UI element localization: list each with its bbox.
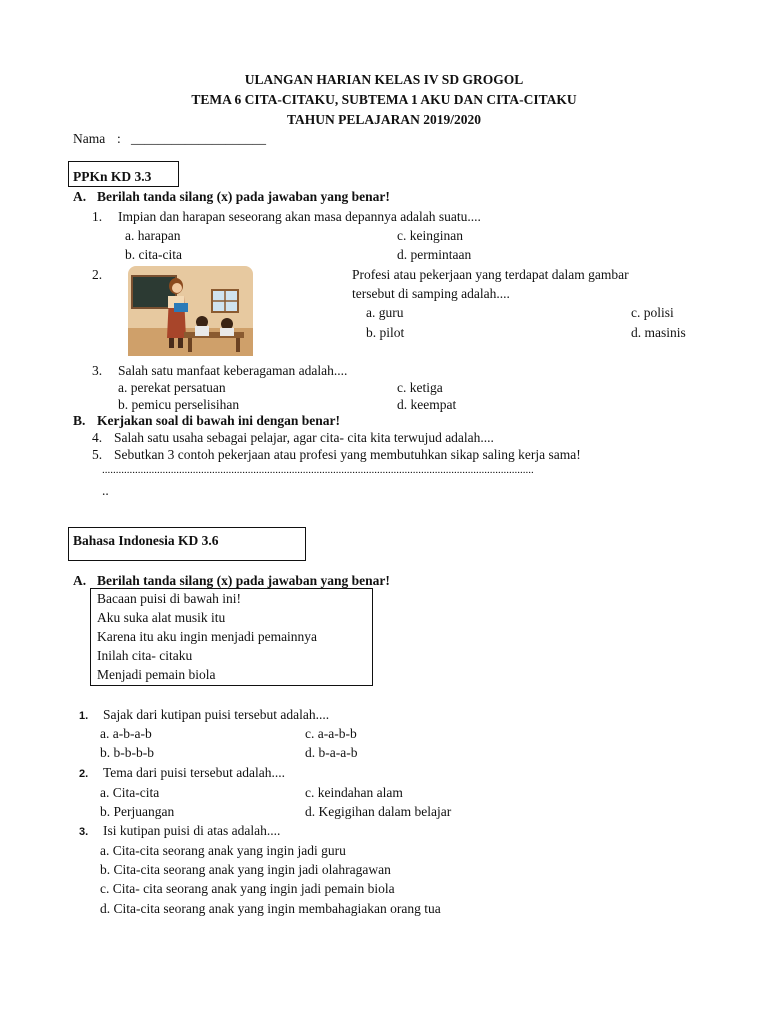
teacher-classroom-illustration: [128, 266, 253, 356]
ppkn-q1-option-a[interactable]: a. harapan: [125, 228, 181, 243]
bindo-q2-option-c[interactable]: c. keindahan alam: [305, 785, 403, 800]
answer-line-dots-end: ..: [102, 483, 109, 498]
ppkn-q2-text-1: Profesi atau pekerjaan yang terdapat dalam gambar: [352, 267, 629, 282]
ppkn-q3-text: Salah satu manfaat keberagaman adalah....: [118, 363, 348, 378]
ppkn-q1-option-c[interactable]: c. keinginan: [397, 228, 463, 243]
bindo-q3-text: Isi kutipan puisi di atas adalah....: [103, 823, 281, 838]
ppkn-q3-number: 3.: [92, 363, 103, 378]
bindo-q3-option-d[interactable]: d. Cita-cita seorang anak yang ingin membahagiakan orang tua: [100, 901, 441, 916]
bindo-q2-number: 2.: [79, 768, 89, 780]
bindo-q1-option-a[interactable]: a. a-b-a-b: [100, 726, 152, 741]
answer-line-dots[interactable]: .............................................................................................................................................................: [102, 464, 534, 476]
bindo-q1-option-d[interactable]: d. b-a-a-b: [305, 745, 358, 760]
ppkn-q5-text: Sebutkan 3 contoh pekerjaan atau profesi yang membutuhkan sikap saling kerja sama!: [114, 447, 581, 462]
ppkn-section-b-instruction: Kerjakan soal di bawah ini dengan benar!: [97, 413, 341, 428]
ppkn-q2-text-2: tersebut di samping adalah....: [352, 286, 510, 301]
ppkn-q1-option-d[interactable]: d. permintaan: [397, 247, 472, 262]
title-line-2: TEMA 6 CITA-CITAKU, SUBTEMA 1 AKU DAN CITA-CITAKU: [191, 92, 577, 107]
ppkn-q1-option-b[interactable]: b. cita-cita: [125, 247, 182, 262]
ppkn-q2-option-c[interactable]: c. polisi: [631, 305, 674, 320]
ppkn-q2-option-a[interactable]: a. guru: [366, 305, 404, 320]
ppkn-q4-text: Salah satu usaha sebagai pelajar, agar cita- cita kita terwujud adalah....: [114, 430, 494, 445]
ppkn-q2-option-d[interactable]: d. masinis: [631, 325, 686, 340]
name-label: Nama: [73, 131, 106, 146]
ppkn-q3-option-b[interactable]: b. pemicu perselisihan: [118, 397, 240, 412]
bindo-section-a-letter: A.: [73, 573, 87, 588]
bindo-q1-text: Sajak dari kutipan puisi tersebut adalah....: [103, 707, 330, 722]
bindo-q3-option-a[interactable]: a. Cita-cita seorang anak yang ingin jadi guru: [100, 843, 346, 858]
name-separator: :: [117, 131, 121, 146]
ppkn-section-a-instruction: Berilah tanda silang (x) pada jawaban yang benar!: [97, 189, 390, 204]
ppkn-q1-number: 1.: [92, 209, 103, 224]
bindo-q3-option-c[interactable]: c. Cita- cita seorang anak yang ingin jadi pemain biola: [100, 881, 395, 896]
bindo-title: Bahasa Indonesia KD 3.6: [73, 533, 219, 548]
ppkn-q2-option-b[interactable]: b. pilot: [366, 325, 405, 340]
title-line-1: ULANGAN HARIAN KELAS IV SD GROGOL: [244, 72, 524, 87]
poem-line-2: Aku suka alat musik itu: [97, 610, 226, 625]
ppkn-q5-number: 5.: [92, 447, 103, 462]
ppkn-q1-text: Impian dan harapan seseorang akan masa depannya adalah suatu....: [118, 209, 481, 224]
ppkn-title: PPKn KD 3.3: [73, 169, 152, 184]
poem-line-3: Karena itu aku ingin menjadi pemainnya: [97, 629, 318, 644]
bindo-q2-option-d[interactable]: d. Kegigihan dalam belajar: [305, 804, 452, 819]
title-line-3: TAHUN PELAJARAN 2019/2020: [286, 112, 481, 127]
poem-line-1: Bacaan puisi di bawah ini!: [97, 591, 241, 606]
ppkn-q3-option-c[interactable]: c. ketiga: [397, 380, 443, 395]
bindo-q3-option-b[interactable]: b. Cita-cita seorang anak yang ingin jadi olahragawan: [100, 862, 391, 877]
bindo-q2-text: Tema dari puisi tersebut adalah....: [103, 765, 285, 780]
ppkn-q2-number: 2.: [92, 267, 103, 282]
poem-line-4: Inilah cita- citaku: [97, 648, 193, 663]
bindo-q2-option-b[interactable]: b. Perjuangan: [100, 804, 175, 819]
bindo-q1-number: 1.: [79, 710, 89, 722]
bindo-q1-option-b[interactable]: b. b-b-b-b: [100, 745, 154, 760]
bindo-q2-option-a[interactable]: a. Cita-cita: [100, 785, 160, 800]
poem-line-5: Menjadi pemain biola: [97, 667, 216, 682]
ppkn-q4-number: 4.: [92, 430, 103, 445]
ppkn-q3-option-a[interactable]: a. perekat persatuan: [118, 380, 226, 395]
bindo-section-a-instruction: Berilah tanda silang (x) pada jawaban yang benar!: [97, 573, 390, 588]
bindo-q1-option-c[interactable]: c. a-a-b-b: [305, 726, 357, 741]
ppkn-section-a-letter: A.: [73, 189, 87, 204]
ppkn-section-b-letter: B.: [73, 413, 86, 428]
bindo-q3-number: 3.: [79, 826, 89, 838]
ppkn-q3-option-d[interactable]: d. keempat: [397, 397, 457, 412]
name-blank[interactable]: ____________________: [131, 131, 266, 146]
